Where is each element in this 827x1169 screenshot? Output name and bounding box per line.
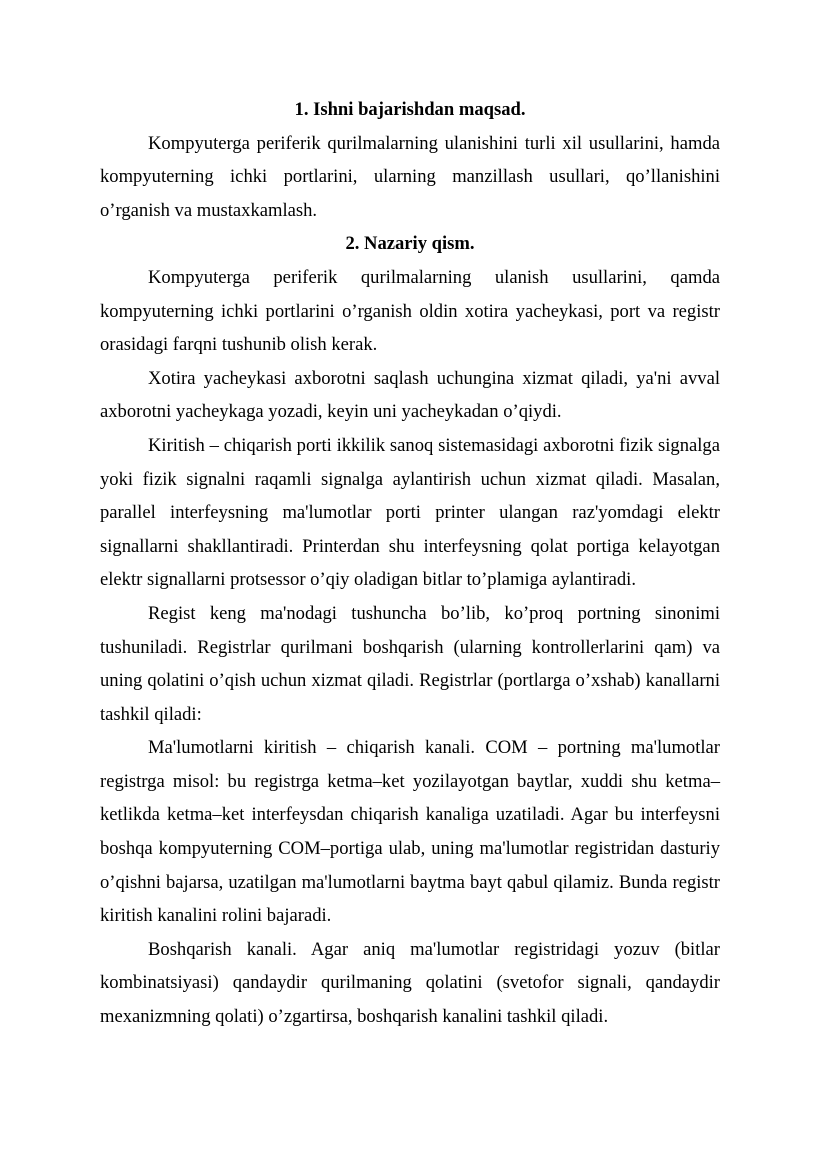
paragraph-register: Regist keng ma'nodagi tushuncha bo’lib, ko’proq portning sinonimi tushuniladi. Registrlar qurilmani boshqarish (ularning kontrollerlarini qam) va uning qolatini o’qish uchun xizmat qiladi. Registrlar (portlarga o’xshab) kanallarni tashkil qiladi: <box>100 602 720 725</box>
document-body <box>100 93 720 1034</box>
section-heading-theory: 2. Nazariy qism. <box>345 233 475 255</box>
paragraph-memory-cell: Xotira yacheykasi axborotni saqlash uchungina xizmat qiladi, ya'ni avval axborotni yacheykaga yozadi, keyin uni yacheykadan o’qiydi. <box>100 367 720 423</box>
paragraph-theory-intro: Kompyuterga periferik qurilmalarning ulanish usullarini, qamda kompyuterning ichki portlarini o’rganish oldin xotira yacheykasi, port va registr orasidagi farqni tushunib olish kerak. <box>100 266 720 356</box>
section-heading-purpose: 1. Ishni bajarishdan maqsad. <box>294 99 526 120</box>
paragraph-io-port: Kiritish – chiqarish porti ikkilik sanoq sistemasidagi axborotni fizik signalga yoki fizik signalni raqamli signalga aylantirish uchun xizmat qiladi. Masalan, parallel interfeysning ma'lumotlar porti printer ulangan raz'yomdagi elektr signallarni shakllantiradi. Printerdan shu interfeysning qolat portiga kelayotgan elektr signallarni protsessor o’qiy oladigan bitlar to’plamiga aylantiradi. <box>100 434 720 591</box>
paragraph-purpose: Kompyuterga periferik qurilmalarning ulanishini turli xil usullarini, hamda kompyuterning ichki portlarini, ularning manzillash usullari, qo’llanishini o’rganish va mustaxkamlash. <box>100 132 720 221</box>
paragraph-control-channel: Boshqarish kanali. Agar aniq ma'lumotlar registridagi yozuv (bitlar kombinatsiyasi) qandaydir qurilmaning qolatini (svetofor signali, qandaydir mexanizmning qolati) o’zgartirsa, boshqarish kanalini tashkil qiladi. <box>100 938 720 1028</box>
paragraph-data-channel: Ma'lumotlarni kiritish – chiqarish kanali. COM – portning ma'lumotlar registrga misol: bu registrga ketma–ket yozilayotgan baytlar, xuddi shu ketma–ketlikda ketma–ket interfeysdan chiqarish kanaliga uzatiladi. Agar bu interfeysni boshqa kompyuterning COM–portiga ulab, uning ma'lumotlar registridan dasturiy o’qishni bajarsa, uzatilgan ma'lumotlarni baytma bayt qabul qilamiz. Bunda registr kiritish kanalini rolini bajaradi. <box>100 737 720 927</box>
